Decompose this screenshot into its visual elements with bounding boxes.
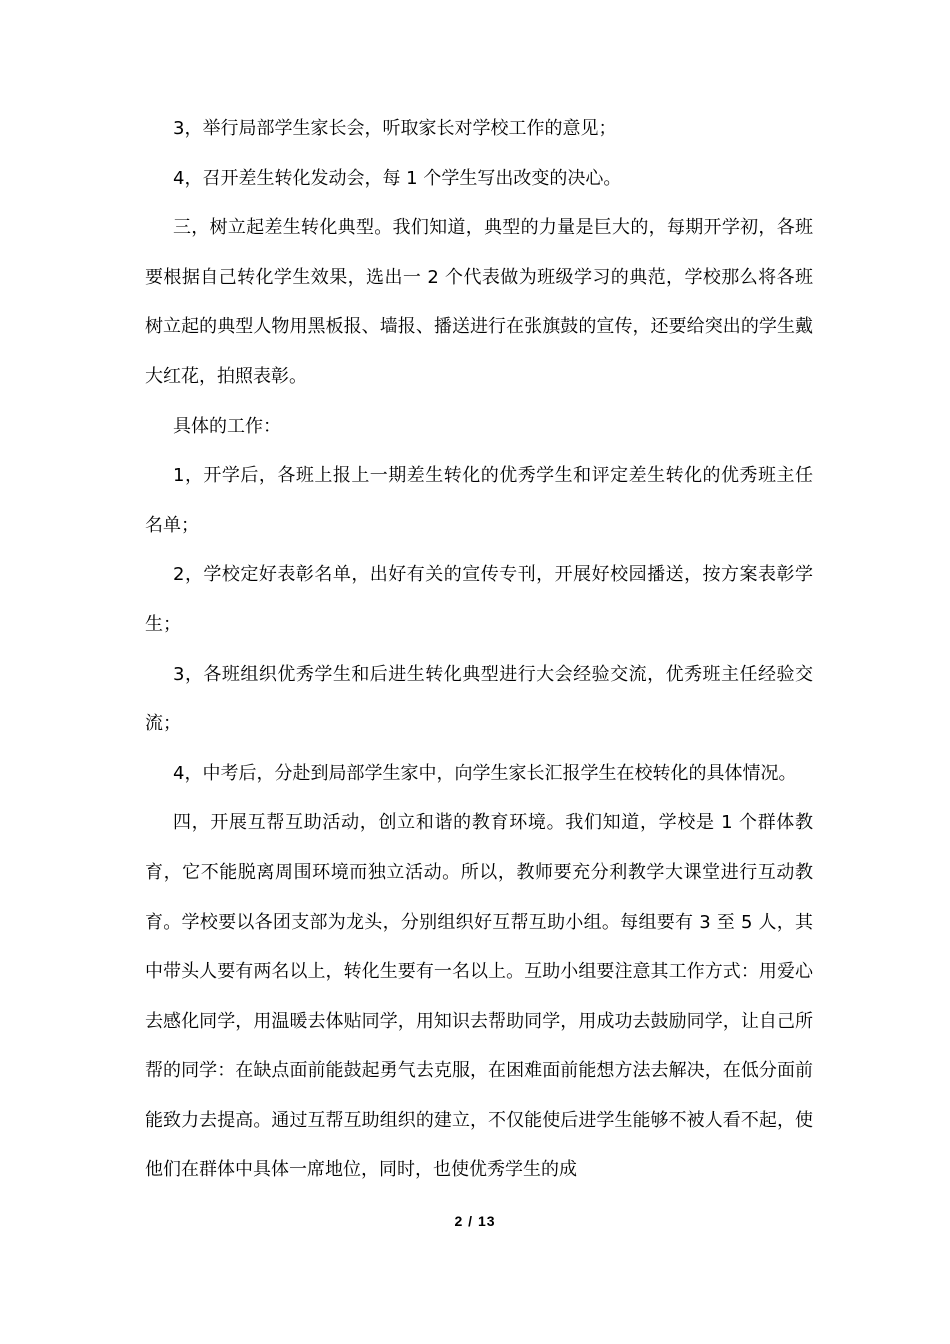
paragraph-work-item-4: 4，中考后，分赴到局部学生家中，向学生家长汇报学生在校转化的具体情况。 xyxy=(173,762,797,784)
paragraph-work-item-3: 3，各班组织优秀学生和后进生转化典型进行大会经验交流，优秀班主任经验交流； xyxy=(145,663,813,735)
paragraph-section-three: 三，树立起差生转化典型。我们知道，典型的力量是巨大的，每期开学初，各班要根据自己转化学生效果，选出一 2 个代表做为班级学习的典范，学校那么将各班树立起的典型人物用黑板报、墙报、播送进行在张旗鼓的宣传，还要给突出的学生戴大红花，拍照表彰。 xyxy=(145,217,813,387)
paragraph-item-4: 4，召开差生转化发动会，每 1 个学生写出改变的决心。 xyxy=(173,167,622,189)
paragraph-section-four: 四，开展互帮互助活动，创立和谐的教育环境。我们知道，学校是 1 个群体教育，它不能脱离周围环境而独立活动。所以，教师要充分利教学大课堂进行互动教育。学校要以各团支部为龙头，分别组织好互帮互助小组。每组要有 3 至 5 人，其中带头人要有两名以上，转化生要有一名以上。互助小组要注意其工作方式：用爱心去感化同学，用温暖去体贴同学，用知识去帮助同学，用成功去鼓励同学，让自己所帮的同学：在缺点面前能鼓起勇气去克服，在困难面前能想方法去解决，在低分面前能致力去提高。通过互帮互助组织的建立，不仅能使后进学生能够不被人看不起，使他们在群体中具体一席地位，同时，也使优秀学生的成 xyxy=(145,812,813,1181)
page-number: 2 / 13 xyxy=(454,1213,496,1229)
document-body xyxy=(145,104,813,1195)
paragraph-work-item-1: 1，开学后，各班上报上一期差生转化的优秀学生和评定差生转化的优秀班主任名单； xyxy=(145,465,813,536)
paragraph-item-3: 3，举行局部学生家长会，听取家长对学校工作的意见； xyxy=(173,118,617,139)
paragraph-specific-work-heading: 具体的工作： xyxy=(173,415,281,437)
paragraph-work-item-2: 2，学校定好表彰名单，出好有关的宣传专刊，开展好校园播送，按方案表彰学生； xyxy=(145,564,813,635)
